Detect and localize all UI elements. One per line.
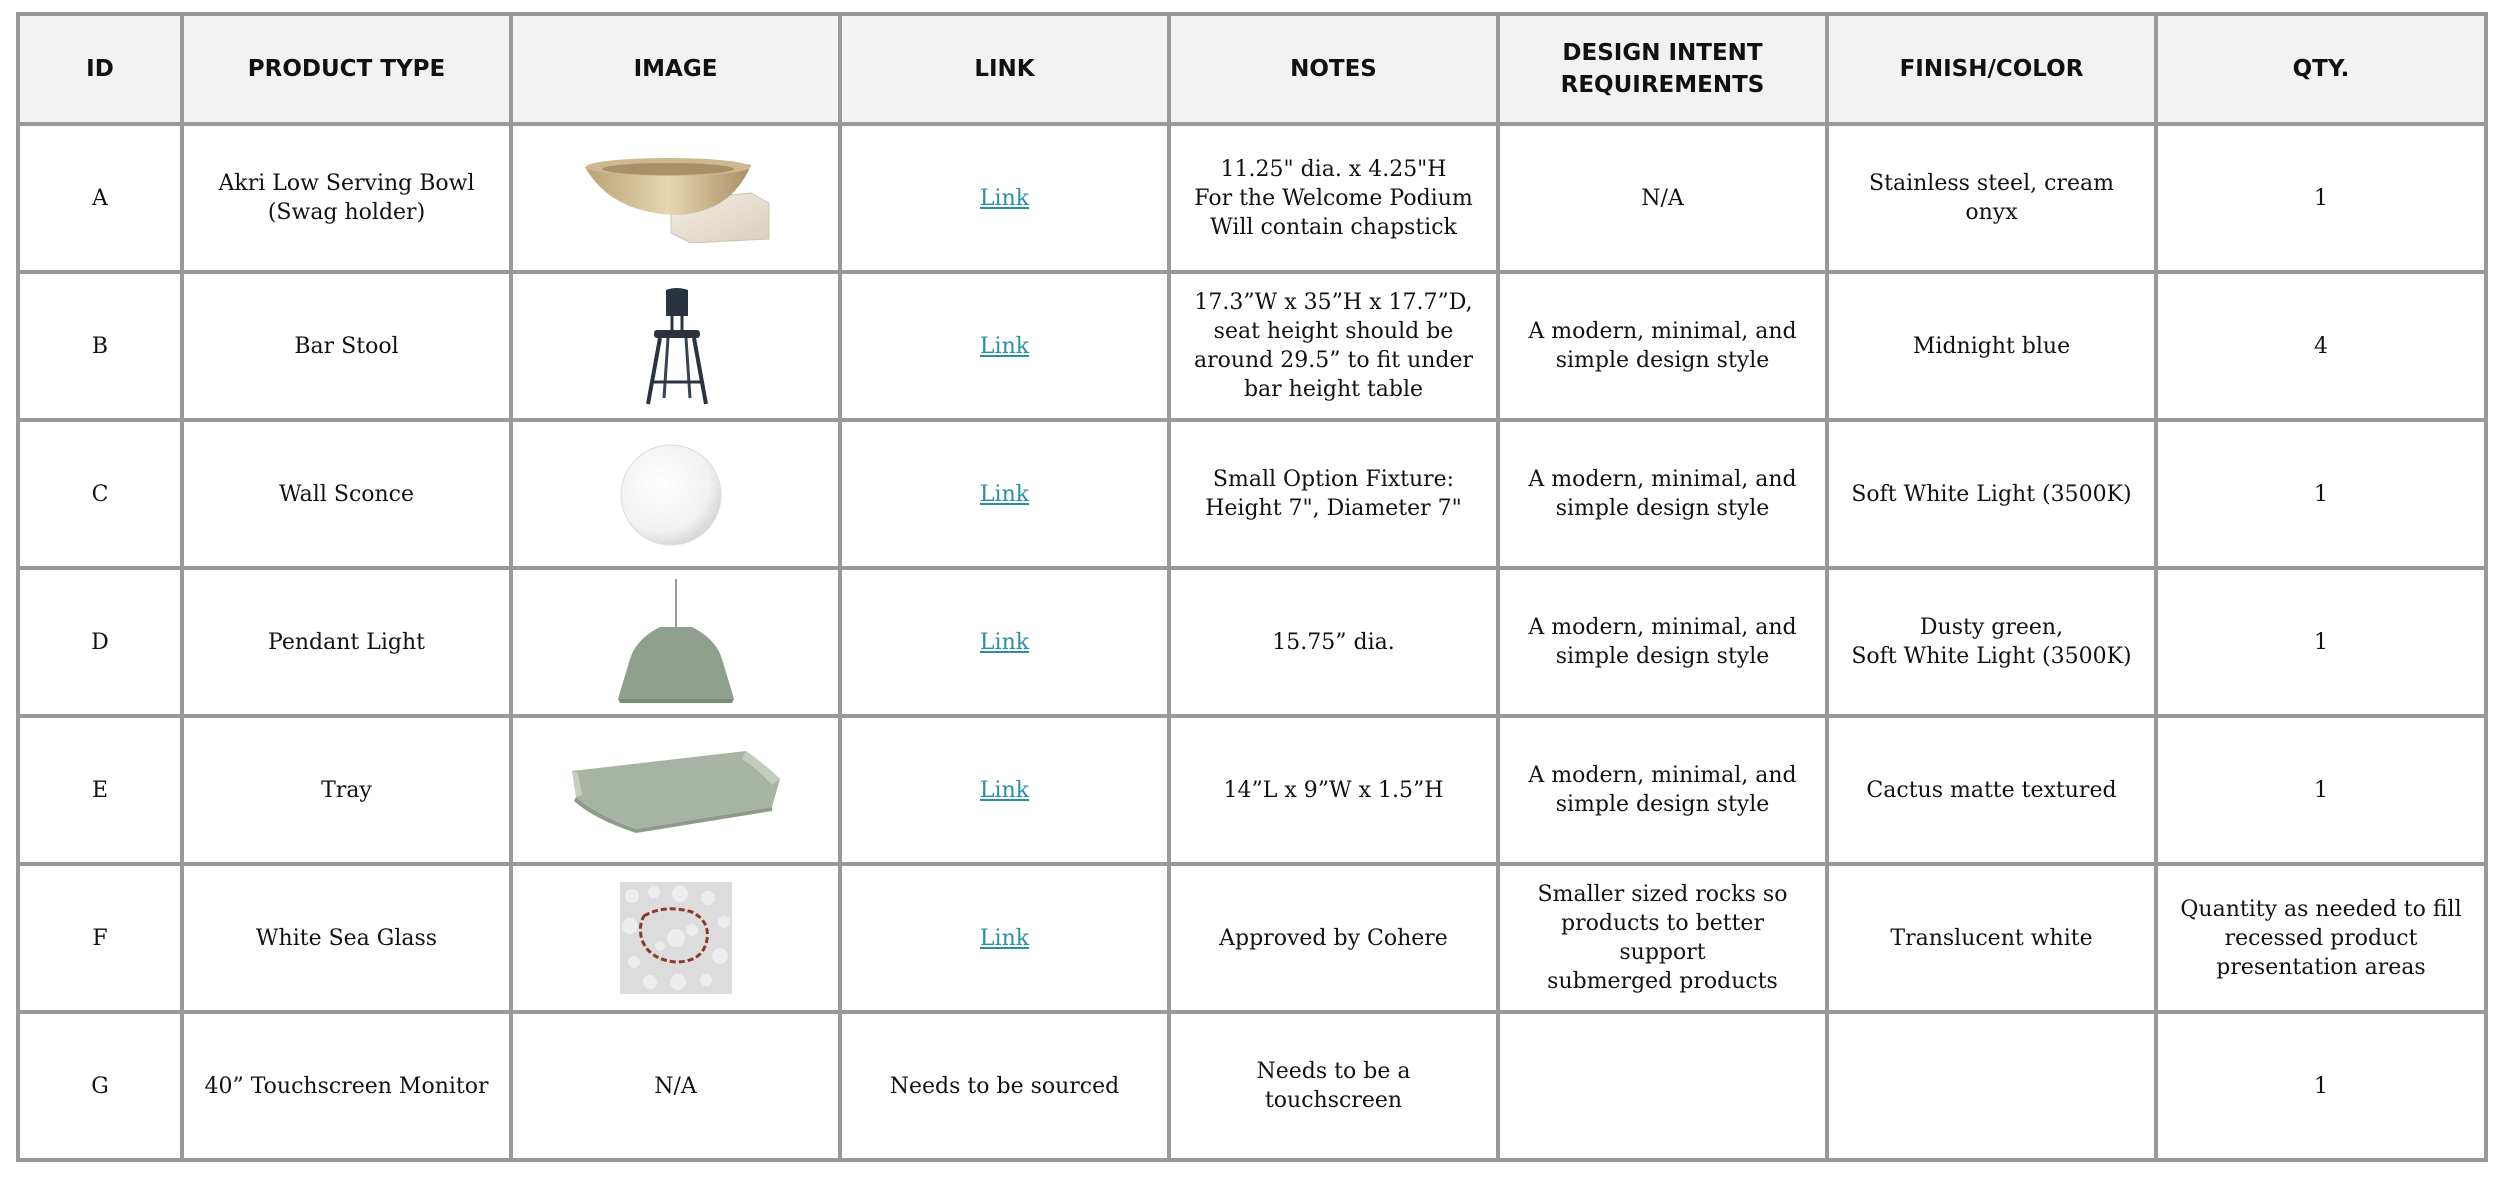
cell-link xyxy=(840,420,1169,568)
cell-product-type: Pendant Light xyxy=(182,568,511,716)
cell-id: B xyxy=(18,272,182,420)
table-row xyxy=(18,272,2486,420)
cell-link xyxy=(840,864,1169,1012)
cell-notes: Small Option Fixture: Height 7", Diameter 7" xyxy=(1169,420,1498,568)
product-link-b[interactable]: Link xyxy=(979,333,1030,359)
header-image: IMAGE xyxy=(511,14,840,124)
cell-link: Needs to be sourced xyxy=(840,1012,1169,1160)
header-row xyxy=(18,14,2486,124)
product-link-a[interactable]: Link xyxy=(979,185,1030,211)
cell-product-type: White Sea Glass xyxy=(182,864,511,1012)
bar-stool-image xyxy=(636,286,716,406)
cell-design-intent: A modern, minimal, and simple design style xyxy=(1498,568,1827,716)
cell-product-type: Wall Sconce xyxy=(182,420,511,568)
table-row xyxy=(18,124,2486,272)
cell-qty: Quantity as needed to fill recessed product presentation areas xyxy=(2156,864,2486,1012)
pendant-light-image xyxy=(606,579,746,705)
cell-image xyxy=(511,420,840,568)
wall-sconce-image xyxy=(616,439,736,549)
cell-finish-color: Soft White Light (3500K) xyxy=(1827,420,2156,568)
header-qty: QTY. xyxy=(2156,14,2486,124)
cell-notes: 15.75” dia. xyxy=(1169,568,1498,716)
cell-image xyxy=(511,864,840,1012)
header-link: LINK xyxy=(840,14,1169,124)
cell-id: E xyxy=(18,716,182,864)
cell-id: G xyxy=(18,1012,182,1160)
cell-notes: Approved by Cohere xyxy=(1169,864,1498,1012)
cell-design-intent: Smaller sized rocks so products to better support submerged products xyxy=(1498,864,1827,1012)
product-link-f[interactable]: Link xyxy=(979,925,1030,951)
cell-finish-color: Midnight blue xyxy=(1827,272,2156,420)
product-link-d[interactable]: Link xyxy=(979,629,1030,655)
cell-id: C xyxy=(18,420,182,568)
cell-finish-color xyxy=(1827,1012,2156,1160)
cell-image xyxy=(511,124,840,272)
table-row xyxy=(18,420,2486,568)
cell-design-intent: A modern, minimal, and simple design style xyxy=(1498,420,1827,568)
product-spec-table xyxy=(16,12,2488,1162)
cell-finish-color: Dusty green, Soft White Light (3500K) xyxy=(1827,568,2156,716)
cell-id: D xyxy=(18,568,182,716)
cell-qty: 4 xyxy=(2156,272,2486,420)
cell-notes: 14”L x 9”W x 1.5”H xyxy=(1169,716,1498,864)
cell-qty: 1 xyxy=(2156,124,2486,272)
cell-link xyxy=(840,272,1169,420)
header-finish-color: FINISH/COLOR xyxy=(1827,14,2156,124)
cell-image: N/A xyxy=(511,1012,840,1160)
cell-finish-color: Cactus matte textured xyxy=(1827,716,2156,864)
cell-image xyxy=(511,568,840,716)
cell-product-type: Akri Low Serving Bowl (Swag holder) xyxy=(182,124,511,272)
cell-image xyxy=(511,716,840,864)
header-notes: NOTES xyxy=(1169,14,1498,124)
sea-glass-image xyxy=(620,882,732,994)
cell-finish-color: Stainless steel, cream onyx xyxy=(1827,124,2156,272)
cell-qty: 1 xyxy=(2156,716,2486,864)
table-row xyxy=(18,568,2486,716)
cell-id: A xyxy=(18,124,182,272)
cell-id: F xyxy=(18,864,182,1012)
cell-image xyxy=(511,272,840,420)
cell-notes: Needs to be a touchscreen xyxy=(1169,1012,1498,1160)
cell-qty: 1 xyxy=(2156,1012,2486,1160)
table-row xyxy=(18,1012,2486,1160)
header-id: ID xyxy=(18,14,182,124)
header-design-intent: DESIGN INTENT REQUIREMENTS xyxy=(1498,14,1827,124)
cell-link xyxy=(840,568,1169,716)
header-product-type: PRODUCT TYPE xyxy=(182,14,511,124)
cell-finish-color: Translucent white xyxy=(1827,864,2156,1012)
cell-qty: 1 xyxy=(2156,568,2486,716)
cell-link xyxy=(840,716,1169,864)
cell-design-intent xyxy=(1498,1012,1827,1160)
cell-design-intent: A modern, minimal, and simple design style xyxy=(1498,716,1827,864)
product-link-c[interactable]: Link xyxy=(979,481,1030,507)
cell-qty: 1 xyxy=(2156,420,2486,568)
cell-link xyxy=(840,124,1169,272)
cell-product-type: Tray xyxy=(182,716,511,864)
table-row xyxy=(18,864,2486,1012)
cell-notes: 17.3”W x 35”H x 17.7”D, seat height should be around 29.5” to fit under bar height table xyxy=(1169,272,1498,420)
table-row xyxy=(18,716,2486,864)
product-link-e[interactable]: Link xyxy=(979,777,1030,803)
cell-design-intent: A modern, minimal, and simple design style xyxy=(1498,272,1827,420)
cell-product-type: Bar Stool xyxy=(182,272,511,420)
cell-design-intent: N/A xyxy=(1498,124,1827,272)
cell-product-type: 40” Touchscreen Monitor xyxy=(182,1012,511,1160)
tray-image xyxy=(566,745,786,835)
serving-bowl-image xyxy=(581,153,771,243)
cell-notes: 11.25" dia. x 4.25"H For the Welcome Podium Will contain chapstick xyxy=(1169,124,1498,272)
